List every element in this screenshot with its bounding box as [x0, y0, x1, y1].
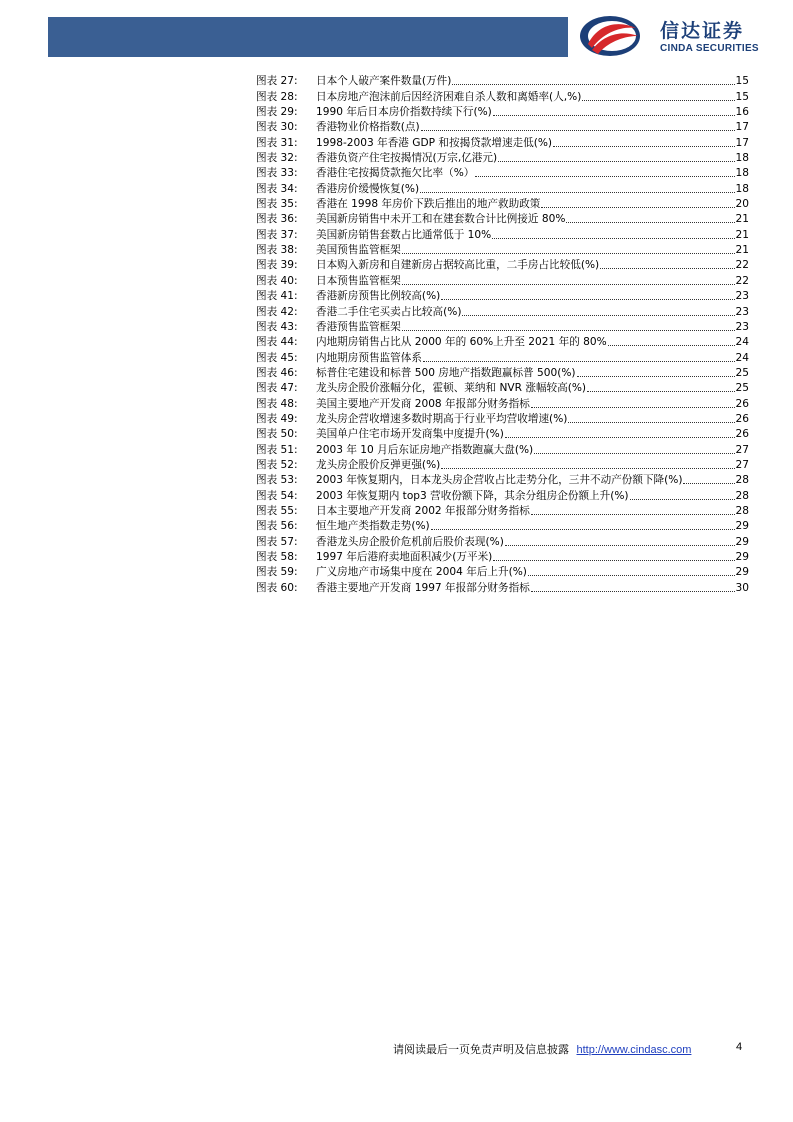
toc-entry-title: 香港负资产住宅按揭情况(万宗,亿港元) [316, 152, 498, 165]
toc-dot-leader [402, 284, 735, 285]
toc-entry-label: 图表 58: [256, 551, 298, 563]
toc-entry-label: 图表 47: [256, 382, 298, 395]
toc-entry[interactable] [256, 426, 749, 441]
toc-entry-page: 24 [735, 336, 749, 349]
toc-entry-title: 日本预售监管框架 [316, 274, 401, 287]
toc-entry-title: 香港主要地产开发商 1997 年报部分财务指标 [316, 581, 530, 594]
toc-entry-page: 28 [735, 504, 749, 517]
toc-entry-label: 图表 32: [256, 152, 298, 165]
toc-entry-title: 美国预售监管框架 [316, 244, 401, 257]
toc-entry-page: 26 [735, 397, 749, 410]
toc-entry-title: 美国主要地产开发商 2008 年报部分财务指标 [316, 397, 530, 410]
toc-entry[interactable] [256, 472, 749, 487]
toc-entry-page: 26 [735, 412, 749, 425]
toc-entry[interactable] [256, 242, 749, 257]
toc-entry[interactable] [256, 457, 749, 472]
toc-entry-label: 图表 55: [256, 504, 298, 517]
toc-entry-page: 29 [735, 520, 749, 533]
toc-entry-page: 20 [735, 198, 749, 211]
toc-dot-leader [423, 361, 735, 362]
toc-entry-page: 22 [735, 274, 749, 287]
toc-entry-title: 美国新房销售中未开工和在建套数合计比例接近 80% [316, 213, 566, 226]
toc-dot-leader [441, 299, 734, 300]
toc-entry[interactable] [256, 272, 749, 287]
toc-dot-leader [493, 560, 734, 561]
toc-entry[interactable] [256, 503, 749, 518]
footer-website-link[interactable]: http://www.cindasc.com [576, 1044, 692, 1056]
toc-dot-leader [541, 207, 734, 208]
toc-dot-leader [505, 437, 735, 438]
toc-dot-leader [505, 545, 735, 546]
toc-entry-title: 1998-2003 年香港 GDP 和按揭贷款增速走低(%) [316, 136, 553, 149]
toc-entry-label: 图表 28: [256, 90, 298, 103]
toc-entry-page: 17 [735, 136, 749, 149]
toc-entry-title: 内地期房预售监管体系 [316, 351, 422, 364]
toc-entry-label: 图表 39: [256, 259, 298, 272]
toc-dot-leader [402, 253, 735, 254]
toc-entry-title: 香港二手住宅买卖占比较高(%) [316, 305, 462, 318]
toc-entry-page: 18 [735, 182, 749, 195]
toc-entry-title: 广义房地产市场集中度在 2004 年后上升(%) [316, 566, 527, 579]
toc-entry-page: 18 [735, 167, 749, 180]
toc-entry-title: 龙头房企营收增速多数时期高于行业平均营收增速(%) [316, 412, 568, 425]
toc-entry-page: 23 [735, 320, 749, 333]
toc-entry-label: 图表 49: [256, 412, 298, 425]
toc-entry-page: 28 [735, 474, 749, 487]
toc-dot-leader [528, 575, 735, 576]
toc-dot-leader [462, 315, 734, 316]
footer-disclaimer: 请阅读最后一页免责声明及信息披露 [393, 1043, 569, 1056]
toc-entry-title: 香港预售监管框架 [316, 320, 401, 333]
toc-dot-leader [608, 345, 735, 346]
toc-entry-title: 香港龙头房企股价危机前后股价表现(%) [316, 535, 504, 548]
toc-entry-page: 25 [735, 366, 749, 379]
toc-entry-page: 25 [735, 382, 749, 395]
toc-entry[interactable] [256, 365, 749, 380]
logo-chinese-name: 信达证券 [660, 20, 745, 42]
toc-entry-label: 图表 37: [256, 228, 298, 241]
toc-entry[interactable] [256, 288, 749, 303]
toc-entry-label: 图表 36: [256, 213, 298, 226]
toc-entry-page: 16 [735, 106, 749, 119]
toc-entry-title: 香港房价缓慢恢复(%) [316, 182, 420, 195]
toc-dot-leader [431, 529, 735, 530]
toc-entry[interactable] [256, 395, 749, 410]
toc-entry-page: 18 [735, 152, 749, 165]
toc-entry[interactable] [256, 487, 749, 502]
toc-dot-leader [582, 100, 734, 101]
toc-entry-title: 标普住宅建设和标普 500 房地产指数跑赢标普 500(%) [316, 366, 576, 379]
toc-entry-title: 龙头房企股价涨幅分化，霍顿、莱纳和 NVR 涨幅较高(%) [316, 382, 587, 395]
toc-entry[interactable] [256, 334, 749, 349]
toc-entry-label: 图表 46: [256, 366, 298, 379]
toc-entry-label: 图表 30: [256, 121, 298, 134]
toc-entry-page: 28 [735, 489, 749, 502]
toc-entry[interactable] [256, 226, 749, 241]
toc-entry[interactable] [256, 150, 749, 165]
toc-entry-page: 21 [735, 228, 749, 241]
toc-entry-label: 图表 33: [256, 167, 298, 180]
toc-entry-label: 图表 31: [256, 136, 298, 149]
toc-dot-leader [577, 376, 735, 377]
toc-entry[interactable] [256, 380, 749, 395]
toc-entry-label: 图表 42: [256, 305, 298, 318]
toc-entry[interactable] [256, 564, 749, 579]
logo-english-name: CINDA SECURITIES [660, 43, 759, 54]
toc-entry-page: 15 [735, 90, 749, 103]
toc-dot-leader [553, 146, 734, 147]
toc-entry-page: 24 [735, 351, 749, 364]
toc-entry-page: 29 [735, 551, 749, 563]
toc-dot-leader [531, 407, 735, 408]
toc-entry[interactable] [256, 303, 749, 318]
toc-entry-label: 图表 56: [256, 520, 298, 533]
toc-entry-label: 图表 43: [256, 320, 298, 333]
toc-entry-page: 27 [735, 458, 749, 471]
toc-dot-leader [420, 192, 734, 193]
toc-entry-label: 图表 51: [256, 443, 298, 456]
toc-entry-page: 23 [735, 305, 749, 318]
toc-entry-title: 2003 年恢复期内，日本龙头房企营收占比走势分化，三井不动产份额下降(%) [316, 474, 683, 487]
toc-dot-leader [630, 499, 735, 500]
toc-entry-page: 27 [735, 443, 749, 456]
toc-entry-label: 图表 35: [256, 198, 298, 211]
toc-entry[interactable] [256, 549, 749, 564]
toc-dot-leader [452, 84, 734, 85]
toc-entry[interactable] [256, 119, 749, 134]
toc-entry-label: 图表 27: [256, 75, 298, 88]
toc-entry-label: 图表 44: [256, 336, 298, 349]
toc-entry-label: 图表 38: [256, 244, 298, 257]
toc-dot-leader [493, 115, 735, 116]
toc-dot-leader [475, 176, 734, 177]
toc-entry[interactable] [256, 441, 749, 456]
toc-dot-leader [402, 330, 735, 331]
toc-entry-title: 美国新房销售套数占比通常低于 10% [316, 228, 492, 241]
toc-entry[interactable] [256, 411, 749, 426]
header-bar [48, 17, 568, 57]
toc-entry-label: 图表 60: [256, 581, 298, 594]
toc-entry-title: 日本个人破产案件数量(万件) [316, 75, 452, 88]
toc-entry[interactable] [256, 73, 749, 88]
toc-entry-label: 图表 59: [256, 566, 298, 579]
toc-dot-leader [566, 222, 734, 223]
toc-entry-title: 香港在 1998 年房价下跌后推出的地产救助政策 [316, 198, 541, 211]
toc-entry-title: 1997 年后港府卖地面积减少(万平米) [316, 551, 493, 563]
toc-entry[interactable] [256, 257, 749, 272]
toc-entry-title: 日本购入新房和自建新房占据较高比重，二手房占比较低(%) [316, 259, 600, 272]
toc-entry-label: 图表 34: [256, 182, 298, 195]
toc-dot-leader [492, 238, 734, 239]
toc-entry-title: 1990 年后日本房价指数持续下行(%) [316, 106, 492, 119]
toc-entry-label: 图表 52: [256, 458, 298, 471]
toc-entry-page: 21 [735, 213, 749, 226]
toc-entry-page: 26 [735, 428, 749, 441]
toc-entry-title: 香港物业价格指数(点) [316, 121, 420, 134]
toc-entry[interactable] [256, 349, 749, 364]
toc-entry-page: 22 [735, 259, 749, 272]
toc-entry[interactable] [256, 211, 749, 226]
toc-dot-leader [441, 468, 734, 469]
toc-entry-page: 29 [735, 566, 749, 579]
toc-dot-leader [531, 591, 735, 592]
toc-dot-leader [600, 268, 734, 269]
toc-entry-label: 图表 29: [256, 106, 298, 119]
toc-entry[interactable] [256, 196, 749, 211]
toc-entry-title: 2003 年 10 月后东证房地产指数跑赢大盘(%) [316, 443, 534, 456]
toc-entry-title: 2003 年恢复期内 top3 营收份额下降，其余分组房企份额上升(%) [316, 489, 629, 502]
toc-entry-title: 美国单户住宅市场开发商集中度提升(%) [316, 428, 504, 441]
toc-entry-label: 图表 45: [256, 351, 298, 364]
toc-entry[interactable] [256, 88, 749, 103]
toc-dot-leader [587, 391, 734, 392]
toc-entry[interactable] [256, 104, 749, 119]
toc-dot-leader [683, 483, 734, 484]
toc-dot-leader [534, 453, 734, 454]
toc-entry[interactable] [256, 533, 749, 548]
toc-entry-title: 内地期房销售占比从 2000 年的 60%上升至 2021 年的 80% [316, 336, 607, 349]
toc-entry-label: 图表 48: [256, 397, 298, 410]
toc-entry-title: 日本主要地产开发商 2002 年报部分财务指标 [316, 504, 530, 517]
toc-entry-page: 29 [735, 535, 749, 548]
toc-entry-title: 恒生地产类指数走势(%) [316, 520, 430, 533]
toc-dot-leader [498, 161, 734, 162]
toc-entry-label: 图表 50: [256, 428, 298, 441]
toc-entry-label: 图表 57: [256, 535, 298, 548]
toc-entry[interactable] [256, 319, 749, 334]
toc-entry-label: 图表 54: [256, 489, 298, 502]
toc-entry-title: 龙头房企股价反弹更强(%) [316, 458, 441, 471]
toc-entry-title: 香港住宅按揭贷款拖欠比率（%） [316, 167, 475, 180]
figure-table-of-contents [256, 73, 749, 595]
toc-entry-title: 香港新房预售比例较高(%) [316, 290, 441, 303]
toc-entry-label: 图表 41: [256, 290, 298, 303]
toc-entry[interactable] [256, 180, 749, 195]
toc-dot-leader [568, 422, 734, 423]
toc-entry-page: 15 [735, 75, 749, 88]
company-logo [578, 12, 778, 62]
toc-entry-label: 图表 40: [256, 274, 298, 287]
toc-entry[interactable] [256, 165, 749, 180]
toc-entry-label: 图表 53: [256, 474, 298, 487]
logo-emblem-icon [578, 14, 642, 58]
toc-entry-page: 30 [735, 581, 749, 594]
footer [393, 1041, 753, 1057]
page-number: 4 [736, 1041, 743, 1053]
toc-entry[interactable] [256, 518, 749, 533]
toc-entry-title: 日本房地产泡沫前后因经济困难自杀人数和离婚率(人,%) [316, 90, 582, 103]
toc-entry[interactable] [256, 134, 749, 149]
toc-entry-page: 21 [735, 244, 749, 257]
toc-dot-leader [531, 514, 735, 515]
toc-dot-leader [421, 130, 735, 131]
toc-entry[interactable] [256, 579, 749, 594]
toc-entry-page: 23 [735, 290, 749, 303]
toc-entry-page: 17 [735, 121, 749, 134]
